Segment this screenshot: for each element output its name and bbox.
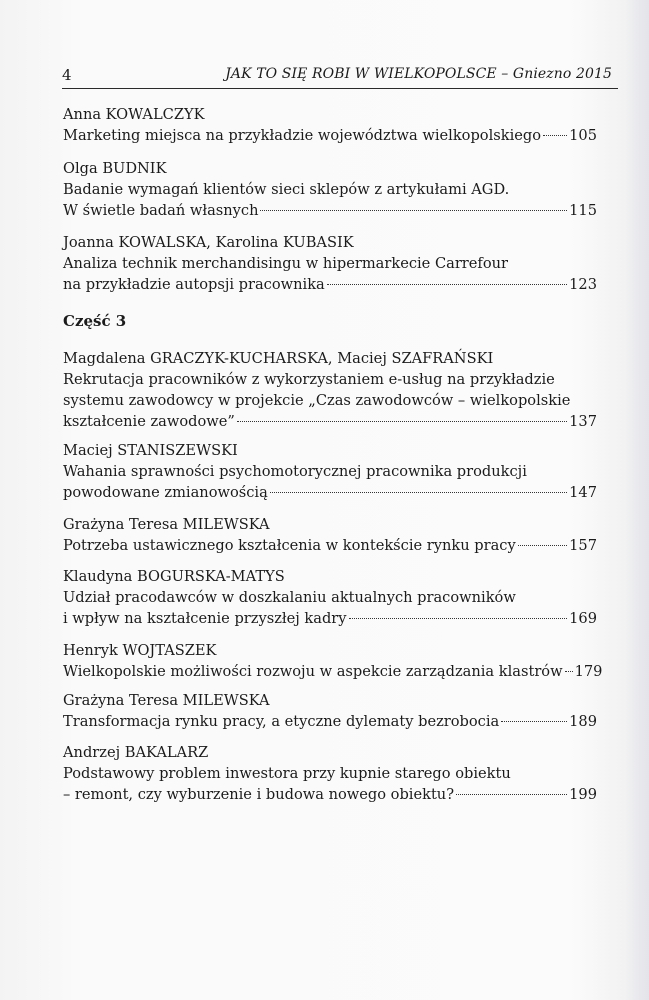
toc-title-line — [63, 784, 597, 805]
toc-page-number: 189 — [569, 713, 597, 730]
toc-title: Transformacja rynku pracy, a etyczne dylematy bezrobocia — [63, 713, 500, 730]
toc-title: Wielkopolskie możliwości rozwoju w aspekcie zarządzania klastrów — [63, 663, 563, 680]
toc-entry — [63, 104, 597, 146]
toc-title: W świetle badań własnych — [63, 202, 259, 219]
toc-page-number: 137 — [569, 413, 597, 430]
toc-entry — [63, 640, 603, 682]
toc-title: systemu zawodowcy w projekcie „Czas zawodowców – wielkopolskie — [63, 392, 571, 409]
toc-author: Olga BUDNIK — [63, 160, 167, 177]
toc-page-number: 179 — [574, 663, 603, 680]
toc-title: powodowane zmianowością — [63, 484, 268, 501]
toc-title: Badanie wymagań klientów sieci sklepów z artykułami AGD. — [63, 181, 510, 198]
toc-entry — [63, 514, 597, 556]
page-spine-shadow — [625, 0, 649, 1000]
toc-author: Magdalena GRACZYK-KUCHARSKA, Maciej SZAFRAŃSKI — [63, 350, 494, 367]
toc-page-number: 157 — [569, 537, 597, 554]
toc-author: Joanna KOWALSKA, Karolina KUBASIK — [63, 234, 354, 251]
leader-dots — [260, 210, 567, 211]
leader-dots — [270, 492, 567, 493]
leader-dots — [543, 135, 567, 136]
toc-page-number: 147 — [569, 484, 597, 501]
toc-title: Wahania sprawności psychomotorycznej pracownika produkcji — [63, 463, 527, 480]
toc-entry — [63, 440, 597, 503]
toc-title: – remont, czy wyburzenie i budowa nowego obiektu? — [63, 786, 455, 803]
toc-entry — [63, 232, 597, 295]
toc-entry — [63, 566, 597, 629]
toc-title: Potrzeba ustawicznego kształcenia w kontekście rynku pracy — [63, 537, 516, 554]
leader-dots — [327, 284, 567, 285]
toc-entry — [63, 690, 597, 732]
toc-title-line — [63, 482, 597, 503]
toc-author: Andrzej BAKALARZ — [63, 744, 209, 761]
toc-title: Analiza technik merchandisingu w hipermarkecie Carrefour — [63, 255, 508, 272]
toc-author: Anna KOWALCZYK — [63, 106, 205, 123]
leader-dots — [456, 794, 567, 795]
toc-entry — [63, 348, 597, 432]
toc-title-line — [63, 200, 597, 221]
toc-page-number: 169 — [569, 610, 597, 627]
toc-author: Klaudyna BOGURSKA-MATYS — [63, 568, 285, 585]
toc-author: Grażyna Teresa MILEWSKA — [63, 692, 270, 709]
toc-title-line — [63, 274, 597, 295]
toc-title-line — [63, 661, 603, 682]
leader-dots — [349, 618, 568, 619]
toc-title-line — [63, 711, 597, 732]
toc-page-number: 199 — [569, 786, 597, 803]
toc-entry — [63, 158, 597, 221]
toc-page-number: 123 — [569, 276, 597, 293]
toc-author: Grażyna Teresa MILEWSKA — [63, 516, 270, 533]
toc-entry — [63, 742, 597, 805]
toc-title-line — [63, 411, 597, 432]
toc-title: Udział pracodawców w doszkalaniu aktualnych pracowników — [63, 589, 516, 606]
toc-title: i wpływ na kształcenie przyszłej kadry — [63, 610, 347, 627]
running-title: JAK TO SIĘ ROBI W WIELKOPOLSCE – Gniezno 2015 — [225, 66, 612, 82]
toc-title: Marketing miejsca na przykładzie województwa wielkopolskiego — [63, 127, 542, 144]
toc-author: Maciej STANISZEWSKI — [63, 442, 238, 459]
leader-dots — [565, 671, 573, 672]
toc-page-number: 105 — [569, 127, 597, 144]
page-header — [62, 66, 618, 89]
page-number: 4 — [62, 66, 72, 84]
toc-title: na przykładzie autopsji pracownika — [63, 276, 325, 293]
leader-dots — [237, 421, 567, 422]
toc-page-number: 115 — [569, 202, 597, 219]
toc-title-line — [63, 535, 597, 556]
toc-title: Podstawowy problem inwestora przy kupnie starego obiektu — [63, 765, 511, 782]
toc-title-line — [63, 608, 597, 629]
leader-dots — [518, 545, 567, 546]
toc-title-line — [63, 125, 597, 146]
toc-title: kształcenie zawodowe” — [63, 413, 235, 430]
toc-author: Henryk WOJTASZEK — [63, 642, 217, 659]
section-heading: Część 3 — [63, 312, 127, 330]
leader-dots — [501, 721, 567, 722]
toc-title: Rekrutacja pracowników z wykorzystaniem e-usług na przykładzie — [63, 371, 555, 388]
